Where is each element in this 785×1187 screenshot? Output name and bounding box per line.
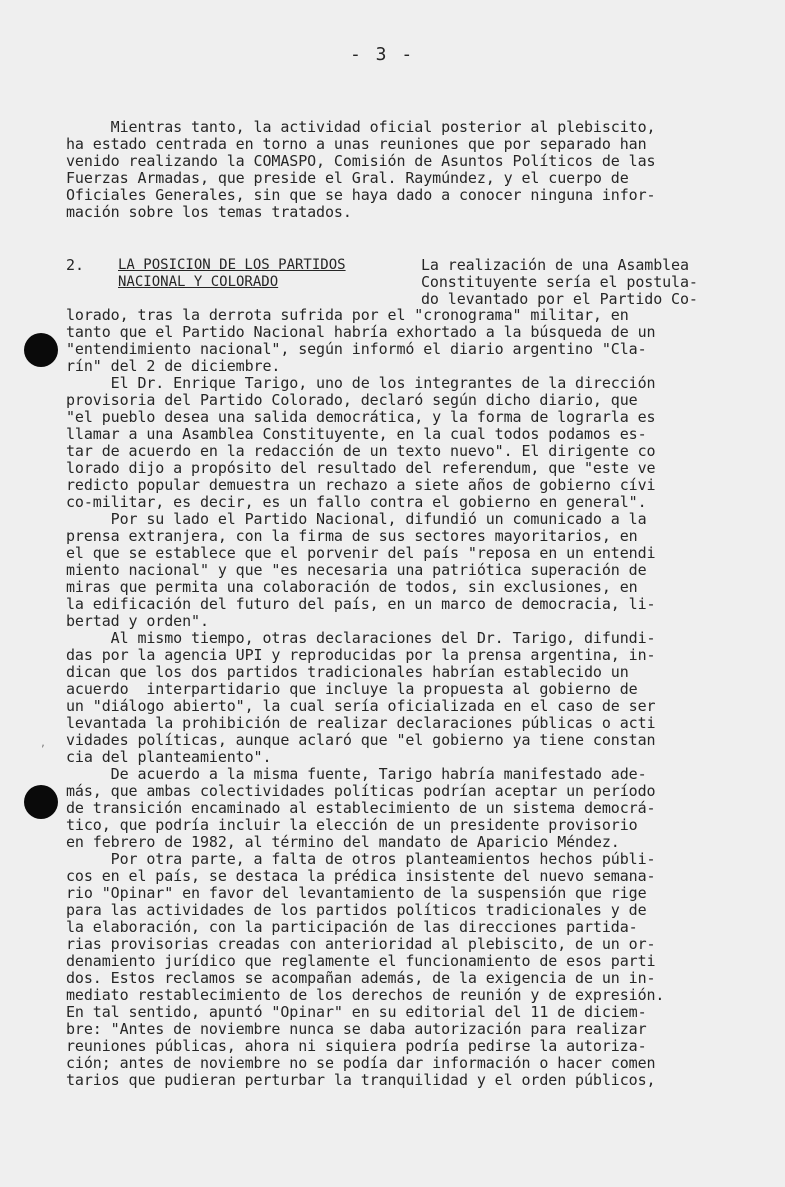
intro-paragraph: Mientras tanto, la actividad oficial posterior al plebiscito, ha estado centrada en torno a unas reuniones que por separado han venido realizando la COMASPO, Comisión de Asuntos Políticos de las Fuerzas Armadas, que preside el Gral. Raymúndez, y el cuerpo de Oficiales Generales, sin que se haya dado a conocer ninguna infor- mación sobre los temas tratados. xyxy=(66,118,656,221)
section-opening-text: La realización de una Asamblea Constituyente sería el postula- do levantado por el Partido Co- xyxy=(421,256,698,308)
page-number: - 3 - xyxy=(350,44,415,65)
section-body-text: lorado, tras la derrota sufrida por el "cronograma" militar, en tanto que el Partido Nacional habría exhortado a la búsqueda de un "entendimiento nacional", según informó el diario argentino "Cla- rín" del 2 de diciembre. El Dr. Enrique Tarigo, uno de los integrantes de la dirección provisoria del Partido Colorado, declaró según dicho diario, que "el pueblo desea una salida democrática, y la forma de lograrla es llamar a una Asamblea Constituyente, en la cual todos podamos es- tar de acuerdo en la redacción de un texto nuevo". El dirigente co lorado dijo a propósito del resultado del referendum, que "este ve redicto popular demuestra un rechazo a siete años de gobierno cívi co-militar, es decir, es un fallo contra el gobierno en general". Por su lado el Partido Nacional, difundió un comunicado a la prensa extranjera, con la firma de sus sectores mayoritarios, en el que se establece que el porvenir del país "reposa en un entendi miento nacional" y que "es necesaria una patriótica superación de miras que permita una colaboración de todos, sin exclusiones, en la edificación del futuro del país, en un marco de democracia, li- bertad y orden". Al mismo tiempo, otras declaraciones del Dr. Tarigo, difundi- das por la agencia UPI y reproducidas por la prensa argentina, in- dican que los dos partidos tradicionales habrían establecido un acuerdo interpartidario que incluye la propuesta al gobierno de un "diálogo abierto", la cual sería oficializada en el caso de ser levantada la prohibición de realizar declaraciones públicas o acti vidades políticas, aunque aclaró que "el gobierno ya tiene constan cia del planteamiento". De acuerdo a la misma fuente, Tarigo habría manifestado ade- más, que ambas colectividades políticas podrían aceptar un período de transición encaminado al establecimiento de un sistema democrá- tico, que podría incluir la elección de un presidente provisorio en febrero de 1982, al término del mandato de Aparicio Méndez. Por otra parte, a falta de otros planteamientos hechos públi- cos en el país, se destaca la prédica insistente del nuevo semana- rio "Opinar" en favor del levantamiento de la suspensión que rige para las actividades de los partidos políticos tradicionales y de la elaboración, con la participación de las direcciones partida- rias provisorias creadas con anterioridad al plebiscito, de un or- denamiento jurídico que reglamente el funcionamiento de esos parti dos. Estos reclamos se acompañan además, de la exigencia de un in- mediato restablecimiento de los derechos de reunión y de expresión. En tal sentido, apuntó "Opinar" en su editorial del 11 de diciem- bre: "Antes de noviembre nunca se daba autorización para realizar reuniones públicas, ahora ni siquiera podría pedirse la autoriza- ción; antes de noviembre no se podía dar información o hacer comen tarios que pudieran perturbar la tranquilidad y el orden públicos, xyxy=(66,306,665,1089)
paper-speck: , xyxy=(40,738,47,749)
binder-hole-bottom xyxy=(24,785,58,819)
binder-hole-top xyxy=(24,333,58,367)
section-heading: LA POSICION DE LOS PARTIDOS NACIONAL Y COLORADO xyxy=(118,257,346,290)
section-number: 2. xyxy=(66,256,85,274)
